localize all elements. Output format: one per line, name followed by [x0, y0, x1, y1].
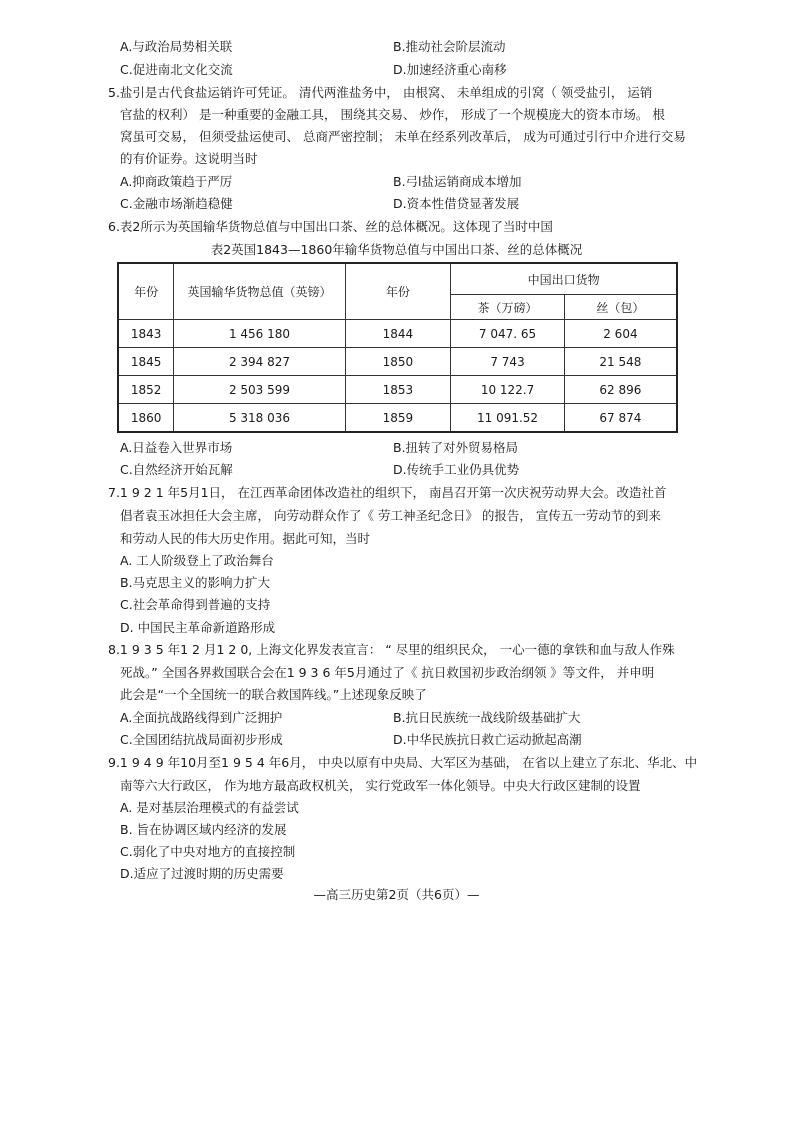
- q4-option-d: D.加速经济重心南移: [393, 62, 507, 77]
- q5-option-a: A.抑商政策趋于严厉: [120, 174, 233, 189]
- table-row: [118, 320, 677, 348]
- q5-option-c: C.金融市场渐趋稳健: [120, 196, 233, 211]
- cell-tea: 7 047. 65: [451, 320, 565, 348]
- header-year-1: 年份: [118, 263, 174, 320]
- q4-option-a: A.与政治局势相关联: [120, 39, 233, 54]
- cell-year-2: 1844: [345, 320, 451, 348]
- q8-option-c: C.全国团结抗战局面初步形成: [120, 732, 283, 747]
- q4-option-b: B.推动社会阶层流动: [393, 39, 506, 54]
- cell-year-2: 1853: [345, 376, 451, 404]
- cell-tea: 10 122.7: [451, 376, 565, 404]
- q9-stem-line-2: 南等六大行政区， 作为地方最高政权机关， 实行党政军一体化领导。中央大行政区建制的设置: [120, 778, 641, 793]
- cell-value: 5 318 036: [174, 404, 345, 433]
- q9-option-c: C.弱化了中央对地方的直接控制: [120, 844, 296, 859]
- cell-value: 2 503 599: [174, 376, 345, 404]
- table-row: [118, 404, 677, 433]
- q6-stem: 6.表2所示为英国输华货物总值与中国出口茶、丝的总体概况。这体现了当时中国: [108, 219, 553, 234]
- q5-option-d: D.资本性借贷显著发展: [393, 196, 520, 211]
- header-tea: 茶（万磅）: [451, 295, 565, 320]
- cell-year-1: 1852: [118, 376, 174, 404]
- table-row: [118, 376, 677, 404]
- q6-option-a: A.日益卷入世界市场: [120, 440, 233, 455]
- cell-silk: 2 604: [564, 320, 677, 348]
- q9-option-a: A. 是对基层治理模式的有益尝试: [120, 800, 299, 815]
- q8-option-a: A.全面抗战路线得到广泛拥护: [120, 710, 283, 725]
- header-british-goods-value: 英国输华货物总值（英镑）: [174, 263, 345, 320]
- q7-stem-line-3: 和劳动人民的伟大历史作用。据此可知，当时: [120, 531, 371, 546]
- q5-stem-line-2: 官盐的权利） 是一种重要的金融工具， 围绕其交易、 炒作， 形成了一个规模庞大的资本市场。 根: [120, 107, 665, 122]
- cell-year-1: 1845: [118, 348, 174, 376]
- q7-option-c: C.社会革命得到普遍的支持: [120, 597, 271, 612]
- cell-value: 1 456 180: [174, 320, 345, 348]
- header-silk: 丝（包）: [564, 295, 677, 320]
- q7-stem-line-1: 7.1 9 2 1 年5月1日， 在江西革命团体改造社的组织下， 南昌召开第一次庆祝劳动界大会。改造社首: [108, 485, 667, 500]
- cell-year-2: 1859: [345, 404, 451, 433]
- cell-silk: 21 548: [564, 348, 677, 376]
- table-caption: 表2英国1843—1860年输华货物总值与中国出口茶、丝的总体概况: [210, 242, 583, 257]
- header-china-export: 中国出口货物: [451, 263, 677, 295]
- cell-year-1: 1860: [118, 404, 174, 433]
- page-footer: —高三历史第2页（共6页）—: [313, 887, 480, 902]
- q5-stem-line-4: 的有价证券。这说明当时: [120, 151, 258, 166]
- q8-stem-line-3: 此会是“一个全国统一的联合救国阵线。”上述现象反映了: [120, 687, 427, 702]
- q7-option-d: D. 中国民主革命新道路形成: [120, 620, 276, 635]
- q7-option-a: A. 工人阶级登上了政治舞台: [120, 553, 274, 568]
- q8-option-b: B.抗日民族统一战线阶级基础扩大: [393, 710, 581, 725]
- cell-value: 2 394 827: [174, 348, 345, 376]
- header-year-2: 年份: [345, 263, 451, 320]
- q5-stem-line-3: 窝虽可交易， 但须受盐运使司、 总商严密控制； 未单在经系列改革后， 成为可通过引行中介进行交易: [120, 129, 686, 144]
- q8-stem-line-2: 死战。” 全国各界救国联合会在1 9 3 6 年5月通过了《 抗日救国初步政治纲领 》等文件， 并申明: [120, 665, 655, 680]
- q9-option-d: D.适应了过渡时期的历史需要: [120, 866, 284, 881]
- q6-option-c: C.自然经济开始瓦解: [120, 462, 233, 477]
- cell-tea: 11 091.52: [451, 404, 565, 433]
- cell-silk: 67 874: [564, 404, 677, 433]
- trade-table: [117, 262, 678, 433]
- q7-stem-line-2: 倡者袁玉冰担任大会主席， 向劳动群众作了《 劳工神圣纪念日》 的报告， 宣传五一劳动节的到来: [120, 508, 661, 523]
- cell-year-1: 1843: [118, 320, 174, 348]
- q6-option-d: D.传统手工业仍具优势: [393, 462, 520, 477]
- cell-year-2: 1850: [345, 348, 451, 376]
- q6-option-b: B.扭转了对外贸易格局: [393, 440, 519, 455]
- table-row: [118, 348, 677, 376]
- q8-stem-line-1: 8.1 9 3 5 年1 2 月1 2 0, 上海文化界发表宣言： “ 尽里的组织民众， 一心一德的拿铁和血与敌人作殊: [108, 642, 675, 657]
- q8-option-d: D.中华民族抗日救亡运动掀起高潮: [393, 732, 582, 747]
- q9-stem-line-1: 9.1 9 4 9 年10月至1 9 5 4 年6月， 中央以原有中央局、大军区为基础， 在省以上建立了东北、华北、中: [108, 755, 698, 770]
- q7-option-b: B.马克思主义的影响力扩大: [120, 575, 271, 590]
- q5-option-b: B.弓l盐运销商成本增加: [393, 174, 522, 189]
- q5-stem-line-1: 5.盐引是古代食盐运销许可凭证。 清代两淮盐务中， 由根窝、 未单组成的引窝（ 领受盐引， 运销: [108, 85, 653, 100]
- cell-silk: 62 896: [564, 376, 677, 404]
- q9-option-b: B. 旨在协调区域内经济的发展: [120, 822, 287, 837]
- cell-tea: 7 743: [451, 348, 565, 376]
- q4-option-c: C.促进南北文化交流: [120, 62, 233, 77]
